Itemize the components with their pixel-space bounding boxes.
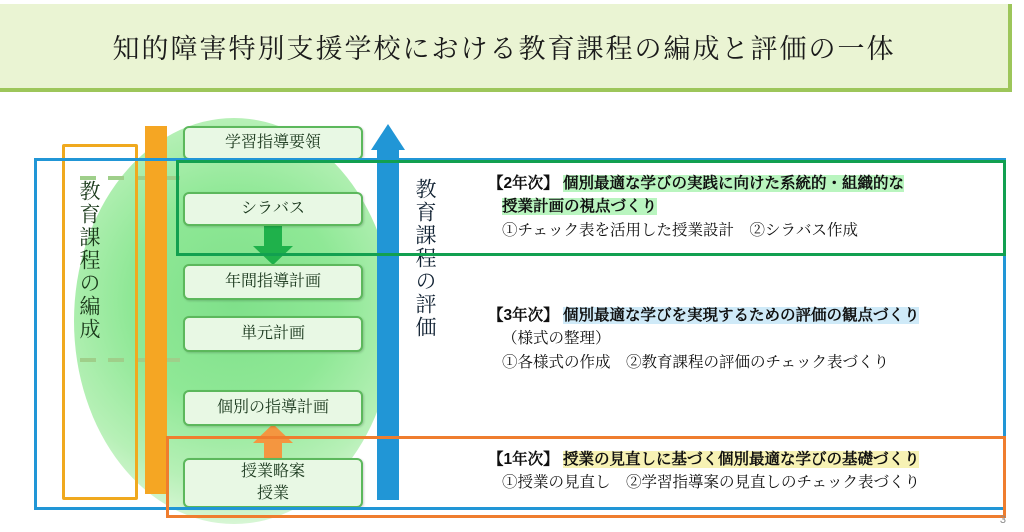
year3-detail: ①各様式の作成 ②教育課程の評価のチェック表づくり [502, 353, 890, 371]
year3-tag: 【3年次】 [488, 307, 559, 324]
year3-text-block [488, 304, 919, 374]
year2-headline2: 授業計画の視点づくり [502, 198, 658, 216]
flow-box-gakushu-shido-yoryo[interactable] [183, 126, 363, 160]
year1-text-block [488, 448, 920, 495]
year2-text-block [488, 172, 904, 242]
title-banner [0, 4, 1012, 92]
year1-headline: 授業の見直しに基づく個別最適な学びの基礎づくり [562, 451, 920, 468]
year1-tag: 【1年次】 [488, 451, 559, 468]
year2-headline: 個別最適な学びの実践に向けた系統的・組織的な [562, 175, 904, 192]
flow-box-label: 単元計画 [240, 325, 305, 343]
page-title: 知的障害特別支援学校における教育課程の編成と評価の一体 [112, 33, 896, 64]
year1-detail: ①授業の見直し ②学習指導案の見直しのチェック表づくり [502, 474, 921, 492]
page-number: 3 [999, 514, 1006, 526]
blue-up-arrow-head [371, 124, 405, 150]
flow-box-label: 学習指導要領 [224, 134, 321, 152]
vertical-label-curriculum-organization: 教育課程の編成 [77, 180, 102, 341]
year2-tag: 【2年次】 [488, 175, 559, 192]
flow-box-label: 年間指導計画 [224, 273, 321, 291]
flow-box-label-line2: 授業 [256, 485, 289, 502]
vertical-label-curriculum-evaluation: 教育課程の評価 [413, 178, 438, 339]
flow-box-label: 個別の指導計画 [216, 399, 329, 417]
year2-detail: ①チェック表を活用した授業設計 ②シラバス作成 [502, 221, 859, 239]
flow-box-label: シラバス [240, 200, 305, 218]
year3-headline: 個別最適な学びを実現するための評価の観点づくり [562, 307, 920, 324]
year3-headline2: （様式の整理） [502, 330, 611, 348]
flow-box-label-line1: 授業略案 [240, 463, 305, 481]
